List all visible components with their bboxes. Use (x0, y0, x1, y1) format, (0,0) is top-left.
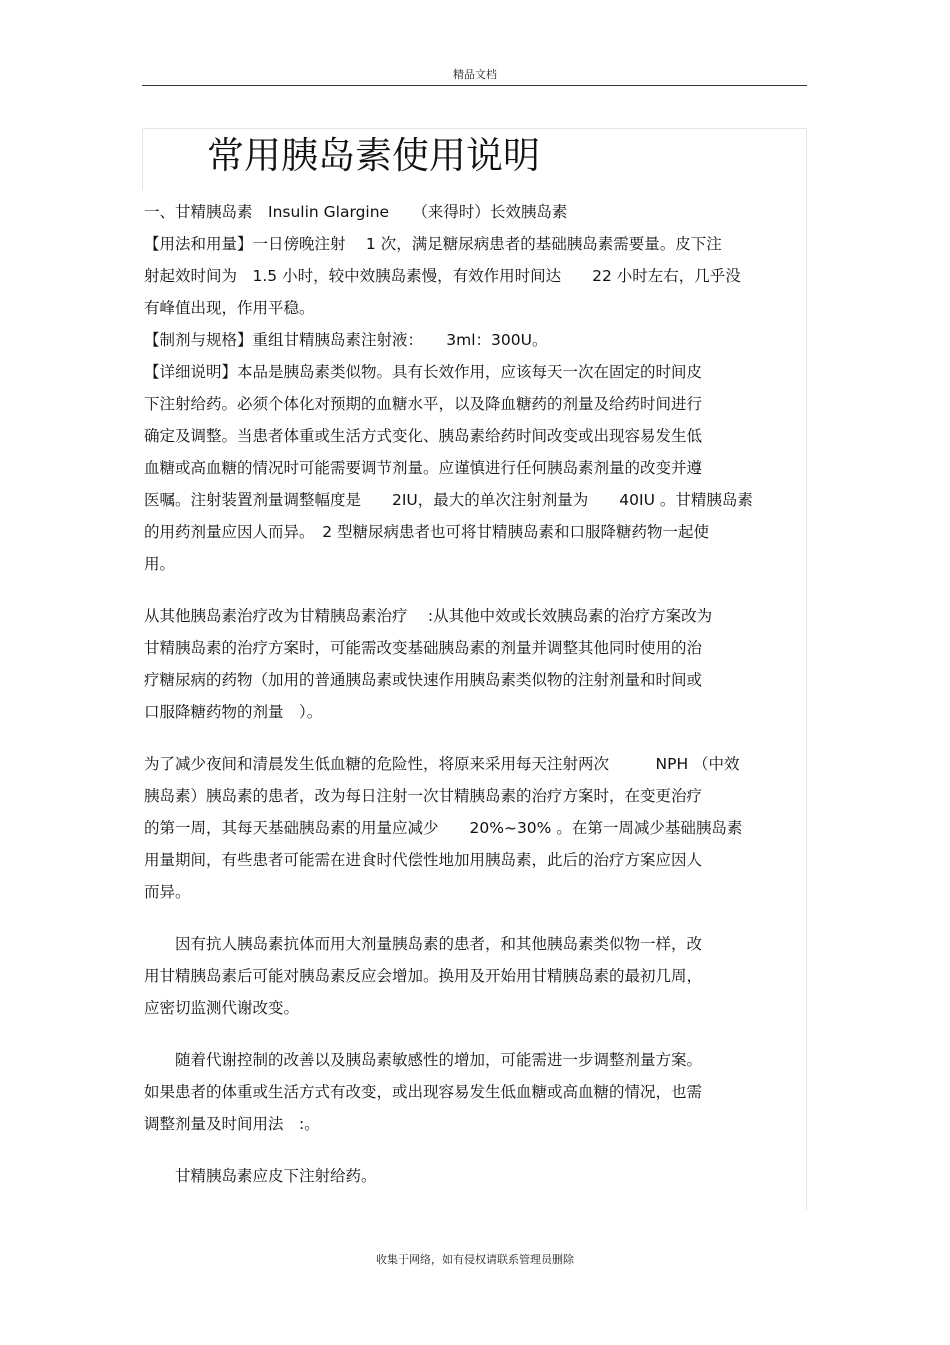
text-line: 确定及调整。当患者体重或生活方式变化、胰岛素给药时间改变或出现容易发生低 (144, 427, 703, 445)
text-line: 射起效时间为 1.5 小时，较中效胰岛素慢，有效作用时间达 22 小时左右，几乎没 (144, 267, 741, 285)
text-line: 用。 (144, 555, 176, 573)
content-frame-top (142, 128, 807, 129)
text-line: 为了减少夜间和清晨发生低血糖的危险性，将原来采用每天注射两次 NPH （中效 (144, 755, 740, 773)
text-line: 用甘精胰岛素后可能对胰岛素反应会增加。换用及开始用甘精胰岛素的最初几周， (144, 967, 703, 985)
document-title: 常用胰岛素使用说明 (207, 134, 540, 177)
text-line: 医嘱。注射装置剂量调整幅度是 2IU，最大的单次注射剂量为 40IU 。甘精胰岛素 (144, 491, 753, 509)
text-line: 如果患者的体重或生活方式有改变，或出现容易发生低血糖或高血糖的情况，也需 (144, 1083, 703, 1101)
text-line: 有峰值出现，作用平稳。 (144, 299, 315, 317)
text-line: 应密切监测代谢改变。 (144, 999, 300, 1017)
text-line: 从其他胰岛素治疗改为甘精胰岛素治疗 :从其他中效或长效胰岛素的治疗方案改为 (144, 607, 713, 625)
text-line: 下注射给药。必须个体化对预期的血糖水平，以及降血糖药的剂量及给药时间进行 (144, 395, 703, 413)
text-line: 胰岛素）胰岛素的患者，改为每日注射一次甘精胰岛素的治疗方案时，在变更治疗 (144, 787, 703, 805)
text-line: 疗糖尿病的药物（加用的普通胰岛素或快速作用胰岛素类似物的注射剂量和时间或 (144, 671, 703, 689)
text-line: 【制剂与规格】重组甘精胰岛素注射液： 3ml：300U。 (144, 331, 548, 349)
text-line: 而异。 (144, 883, 191, 901)
text-line: 甘精胰岛素的治疗方案时，可能需改变基础胰岛素的剂量并调整其他同时使用的治 (144, 639, 703, 657)
text-line: 甘精胰岛素应皮下注射给药。 (144, 1167, 377, 1185)
content-frame-left (142, 128, 143, 190)
content-frame-right (806, 128, 807, 1210)
header-divider (142, 85, 807, 86)
text-line: 口服降糖药物的剂量 ）。 (144, 703, 323, 721)
page-header-label: 精品文档 (453, 68, 497, 81)
text-line: 因有抗人胰岛素抗体而用大剂量胰岛素的患者，和其他胰岛素类似物一样，改 (144, 935, 703, 953)
text-line: 一、甘精胰岛素 Insulin Glargine （来得时）长效胰岛素 (144, 203, 568, 221)
text-line: 的第一周，其每天基础胰岛素的用量应减少 20%~30% 。在第一周减少基础胰岛素 (144, 819, 743, 837)
text-line: 随着代谢控制的改善以及胰岛素敏感性的增加，可能需进一步调整剂量方案。 (144, 1051, 703, 1069)
text-line: 调整剂量及时间用法 :。 (144, 1115, 320, 1133)
page-footer-label: 收集于网络，如有侵权请联系管理员删除 (376, 1253, 574, 1266)
text-line: 的用药剂量应因人而异。 2 型糖尿病患者也可将甘精胰岛素和口服降糖药物一起使 (144, 523, 710, 541)
text-line: 用量期间，有些患者可能需在进食时代偿性地加用胰岛素，此后的治疗方案应因人 (144, 851, 703, 869)
text-line: 【详细说明】本品是胰岛素类似物。具有长效作用，应该每天一次在固定的时间皮 (144, 363, 703, 381)
text-line: 血糖或高血糖的情况时可能需要调节剂量。应谨慎进行任何胰岛素剂量的改变并遵 (144, 459, 703, 477)
text-line: 【用法和用量】一日傍晚注射 1 次，满足糖尿病患者的基础胰岛素需要量。皮下注 (144, 235, 722, 253)
